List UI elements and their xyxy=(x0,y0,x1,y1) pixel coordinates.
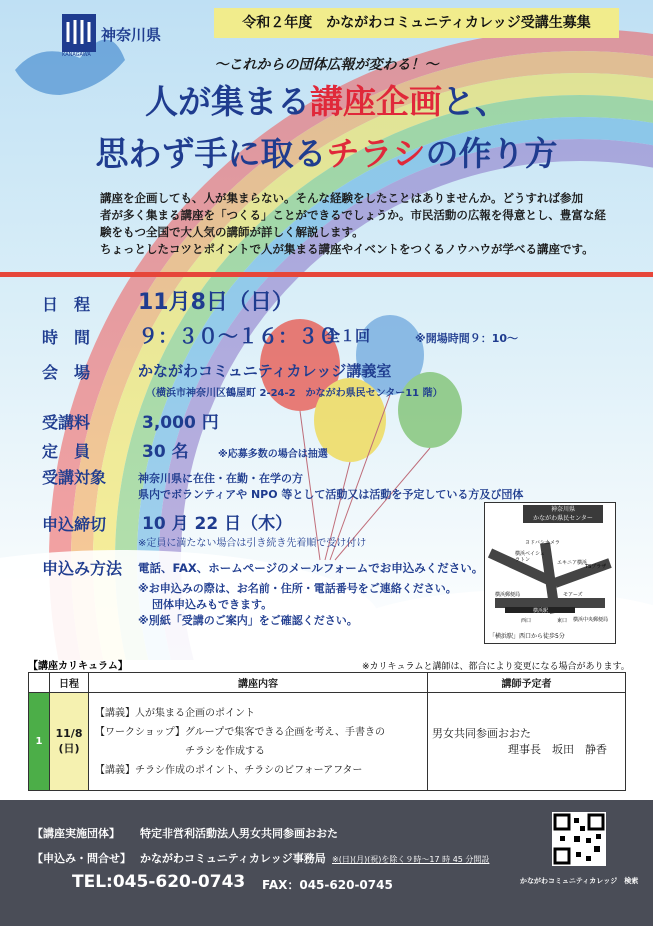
apply-label: 申込み方法 xyxy=(42,559,123,578)
table-header-cell: 日程 xyxy=(50,673,89,693)
intro-text xyxy=(100,190,620,258)
venue-label: 会 場 xyxy=(42,363,91,382)
title-highlight: チラシ xyxy=(326,134,426,173)
map-title-line: かながわ県民センター xyxy=(533,515,593,522)
map-label: 横浜中央郵便局 xyxy=(573,617,609,623)
table-header-cell xyxy=(29,673,50,693)
map-label: TSプラザ xyxy=(585,564,607,570)
door-time-note: ※開場時間９：10～ xyxy=(415,332,519,345)
apply-line4: ※別紙「受講のご案内」をご確認ください。 xyxy=(138,614,358,627)
deadline-note: ※定員に満たない場合は引き続き先着順で受け付け xyxy=(138,538,367,549)
row-number: 1 xyxy=(29,693,50,791)
date-label: 日 程 xyxy=(42,295,91,314)
time-value: ９：３０～１６：３０ xyxy=(138,324,338,348)
recruitment-banner: 令和２年度 かながわコミュニティカレッジ受講生募集 xyxy=(214,8,619,38)
time-label: 時 間 xyxy=(42,328,91,347)
intro-line: 者が多く集まる講座を「つくる」ことができるでしょうか。市民活動の広報を得意とし、豊富な経 xyxy=(100,208,606,222)
title-part: 思わず手に取る xyxy=(95,134,327,173)
intro-line: ちょっとしたコツとポイントで人が集まる講座やイベントをつくるノウハウが学べる講座です。 xyxy=(100,242,594,256)
fax-number: FAX：045-620-0745 xyxy=(262,878,393,892)
table-row xyxy=(29,693,626,791)
qr-code-icon xyxy=(552,812,606,866)
curriculum-note: ※カリキュラムと講師は、都合により変更になる場合があります。 xyxy=(362,662,630,672)
section-divider xyxy=(0,272,653,277)
title-part: 人が集まる xyxy=(145,82,310,121)
office-hours: ※(日)(月)(祝)を除く９時～17 時 45 分開設 xyxy=(332,855,490,864)
day-text: (日) xyxy=(58,742,80,755)
apply-line1: 電話、FAX、ホームページのメールフォームでお申込みください。 xyxy=(138,561,484,575)
contact-value: かながわコミュニティカレッジ事務局 xyxy=(140,852,326,865)
org-value: 特定非営利活動法人男女共同参画おおた xyxy=(140,827,338,840)
main-title-line1 xyxy=(0,76,653,123)
instructor-line: 男女共同参画おおた xyxy=(432,726,531,740)
target-line1: 神奈川県に在住・在勤・在学の方 xyxy=(138,472,303,485)
content-line: 【講義】人が集まる企画のポイント xyxy=(95,707,255,719)
curriculum-table xyxy=(28,672,626,791)
map-label: 横浜郵便局 xyxy=(495,592,521,598)
logo-sub-text: KANAGAWA xyxy=(62,52,91,58)
access-map xyxy=(484,502,616,644)
footer xyxy=(0,800,653,926)
target-label: 受講対象 xyxy=(42,468,107,487)
deadline-value: 10 月 22 日（木） xyxy=(142,514,293,534)
map-title-line: 神奈川県 xyxy=(550,506,575,513)
apply-line2: ※お申込みの際は、お名前・住所・電話番号をご連絡ください。 xyxy=(138,582,457,595)
intro-line: 験をもつ全国で大人気の講師が詳しく解説します。 xyxy=(100,225,364,239)
subtitle: ～これからの団体広報が変わる！～ xyxy=(214,57,439,73)
qr-code[interactable] xyxy=(552,812,606,866)
title-highlight: 講座企画 xyxy=(310,82,442,121)
map-caption: 「横浜駅」西口から徒歩5分 xyxy=(489,633,565,640)
kanagawa-logo-icon xyxy=(62,14,96,52)
content-line: チラシを作成する xyxy=(185,745,265,757)
instructor-line: 理事長 坂田 静香 xyxy=(508,742,607,756)
table-header-row xyxy=(29,673,626,693)
map-title xyxy=(523,505,603,523)
table-header-cell: 講師予定者 xyxy=(428,673,626,693)
session-count: 全１回 xyxy=(325,327,371,345)
target-line2: 県内でボランティアや NPO 等として活動又は活動を予定している方及び団体 xyxy=(138,488,524,501)
map-label: 横浜ベイシェラトン xyxy=(515,551,545,563)
content-line: 【講義】チラシ作成のポイント、チラシのビフォーアフター xyxy=(95,764,363,776)
search-hint: かながわコミュニティカレッジ 検索 xyxy=(520,877,639,885)
fee-label: 受講料 xyxy=(42,413,91,432)
deadline-label: 申込締切 xyxy=(42,515,107,534)
apply-line3: 団体申込みもできます。 xyxy=(152,598,273,611)
phone-number: TEL:045-620-0743 xyxy=(72,872,246,892)
map-label: 横浜駅 xyxy=(533,608,549,614)
title-part: と、 xyxy=(442,82,508,121)
title-part: の作り方 xyxy=(425,134,558,173)
map-label: 西口 xyxy=(521,618,532,624)
table-header-cell: 講座内容 xyxy=(89,673,428,693)
fee-value: 3,000 円 xyxy=(142,413,219,433)
row-contents xyxy=(89,693,428,791)
venue-value: かながわコミュニティカレッジ講義室 xyxy=(138,362,392,380)
row-date xyxy=(50,693,89,791)
main-title-line2 xyxy=(0,128,653,175)
map-label: ヨドバシカメラ xyxy=(525,540,560,546)
date-text: 11/8 xyxy=(55,727,83,740)
content-line: 【ワークショップ】グループで集客できる企画を考え、手書きの xyxy=(95,726,385,738)
venue-address: （横浜市神奈川区鶴屋町 2-24-2 かながわ県民センター11 階） xyxy=(146,388,443,399)
map-label: エキニア横浜 xyxy=(557,560,588,566)
map-label: 東口 xyxy=(557,618,568,624)
curriculum-heading: 【講座カリキュラム】 xyxy=(28,661,128,672)
capacity-note: ※応募多数の場合は抽選 xyxy=(218,449,328,460)
contact-label: 【申込み・問合せ】 xyxy=(32,852,131,865)
capacity-value: 30 名 xyxy=(142,442,189,462)
row-instructor xyxy=(428,693,626,791)
org-label: 【講座実施団体】 xyxy=(32,827,120,840)
map-label: モアーズ xyxy=(563,592,583,598)
prefecture-name: 神奈川県 xyxy=(101,26,162,44)
date-value: 11月8日（日） xyxy=(138,290,294,315)
capacity-label: 定 員 xyxy=(42,442,91,461)
intro-line: 講座を企画しても、人が集まらない。そんな経験をしたことはありませんか。どうすれば参加 xyxy=(100,191,583,205)
